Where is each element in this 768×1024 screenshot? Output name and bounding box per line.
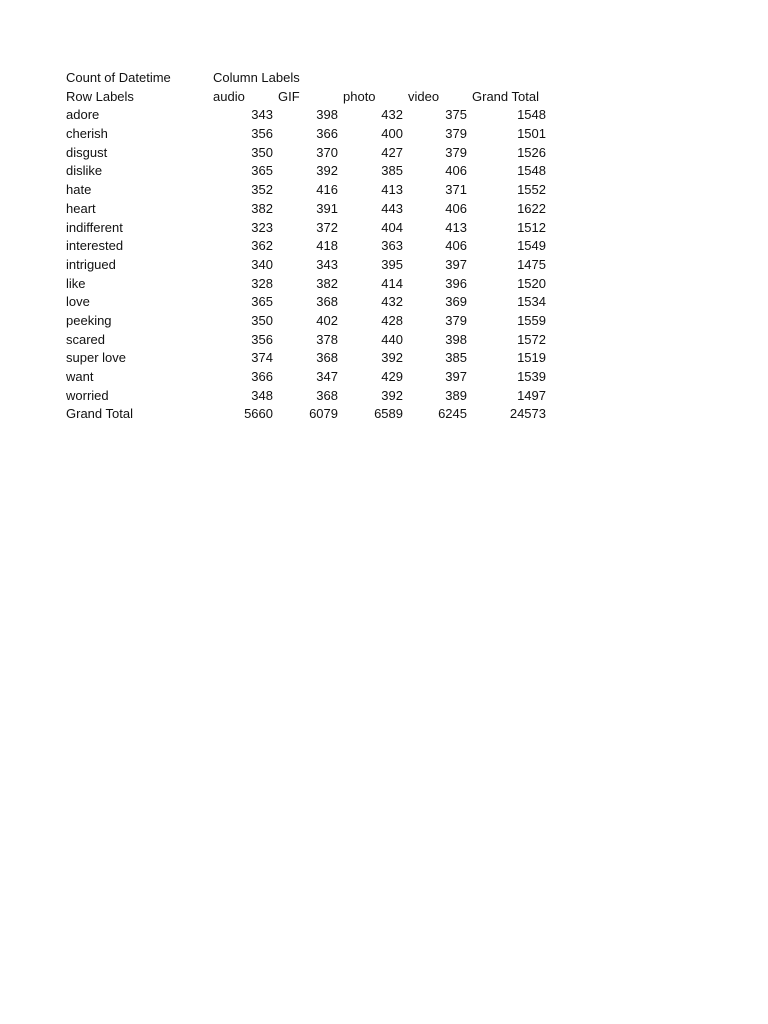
row-labels-caption: Row Labels: [66, 88, 134, 104]
cell-gif: 378: [316, 331, 338, 347]
cell-gif: 392: [316, 163, 338, 179]
cell-grand-total: 1501: [517, 126, 546, 142]
cell-gif: 370: [316, 144, 338, 160]
grand-total-audio: 5660: [244, 406, 273, 422]
cell-audio: 350: [251, 144, 273, 160]
cell-photo: 413: [381, 182, 403, 198]
grand-total-label: Grand Total: [66, 406, 133, 422]
cell-audio: 348: [251, 387, 273, 403]
row-label: interested: [66, 238, 124, 254]
row-label: cherish: [66, 126, 108, 142]
cell-grand-total: 1475: [517, 256, 546, 272]
grand-total-total: 24573: [509, 406, 546, 422]
table-row: [66, 219, 556, 238]
column-header-gif: GIF: [278, 88, 300, 104]
cell-video: 389: [445, 387, 467, 403]
cell-audio: 356: [251, 331, 273, 347]
cell-grand-total: 1526: [517, 144, 546, 160]
cell-audio: 323: [251, 219, 273, 235]
column-header-grand-total: Grand Total: [472, 88, 539, 104]
cell-grand-total: 1552: [517, 182, 546, 198]
table-row: [66, 387, 556, 406]
cell-grand-total: 1548: [517, 107, 546, 123]
cell-audio: 350: [251, 312, 273, 328]
row-label: worried: [66, 387, 109, 403]
cell-gif: 368: [316, 350, 338, 366]
column-header-photo: photo: [343, 88, 376, 104]
cell-audio: 366: [251, 369, 273, 384]
cell-gif: 418: [316, 238, 338, 254]
cell-video: 397: [445, 256, 467, 272]
cell-video: 413: [445, 219, 467, 235]
cell-grand-total: 1559: [517, 312, 546, 328]
cell-video: 375: [445, 107, 467, 123]
cell-photo: 400: [381, 126, 403, 142]
cell-gif: 382: [316, 275, 338, 291]
cell-video: 397: [445, 369, 467, 384]
grand-total-row: [66, 405, 556, 424]
table-row: [66, 144, 556, 163]
cell-photo: 429: [381, 369, 403, 384]
row-label: peeking: [66, 312, 112, 328]
row-label: intrigued: [66, 256, 116, 272]
cell-photo: 443: [381, 200, 403, 216]
table-row: [66, 368, 556, 387]
pivot-header-row: [66, 88, 556, 107]
table-row: [66, 200, 556, 219]
cell-gif: 343: [316, 256, 338, 272]
cell-video: 398: [445, 331, 467, 347]
cell-gif: 402: [316, 312, 338, 328]
row-label: dislike: [66, 163, 103, 179]
cell-gif: 368: [316, 387, 338, 403]
cell-grand-total: 1539: [517, 369, 546, 384]
cell-audio: 328: [251, 275, 273, 291]
cell-photo: 432: [381, 107, 403, 123]
grand-total-video: 6245: [438, 406, 467, 422]
cell-photo: 440: [381, 331, 403, 347]
cell-photo: 432: [381, 294, 403, 310]
table-row: [66, 162, 556, 181]
column-header-video: video: [408, 88, 440, 104]
table-row: [66, 181, 556, 200]
cell-gif: 398: [316, 107, 338, 123]
pivot-body: [66, 106, 556, 405]
cell-photo: 392: [381, 350, 403, 366]
cell-grand-total: 1549: [517, 238, 546, 254]
row-label: super love: [66, 350, 126, 366]
cell-grand-total: 1512: [517, 219, 546, 235]
table-row: [66, 256, 556, 275]
cell-audio: 362: [251, 238, 273, 254]
cell-photo: 385: [381, 163, 403, 179]
cell-audio: 382: [251, 200, 273, 216]
column-header-audio: audio: [213, 88, 245, 104]
cell-audio: 365: [251, 163, 273, 179]
cell-photo: 392: [381, 387, 403, 403]
cell-grand-total: 1519: [517, 350, 546, 366]
cell-video: 369: [445, 294, 467, 310]
cell-video: 385: [445, 350, 467, 366]
table-row: [66, 293, 556, 312]
row-label: indifferent: [66, 219, 123, 235]
cell-video: 371: [445, 182, 467, 198]
row-label: love: [66, 294, 90, 310]
table-row: [66, 275, 556, 294]
cell-photo: 428: [381, 312, 403, 328]
cell-grand-total: 1497: [517, 387, 546, 403]
table-row: [66, 312, 556, 331]
cell-audio: 340: [251, 256, 273, 272]
cell-gif: 372: [316, 219, 338, 235]
cell-photo: 395: [381, 256, 403, 272]
cell-video: 406: [445, 238, 467, 254]
pivot-caption-row: [66, 69, 556, 88]
cell-grand-total: 1534: [517, 294, 546, 310]
corner-label: Count of Datetime: [66, 70, 171, 85]
cell-grand-total: 1622: [517, 200, 546, 216]
cell-gif: 366: [316, 126, 338, 142]
cell-photo: 404: [381, 219, 403, 235]
row-label: hate: [66, 182, 92, 198]
cell-video: 396: [445, 275, 467, 291]
cell-video: 379: [445, 312, 467, 328]
table-row: [66, 106, 556, 125]
cell-photo: 363: [381, 238, 403, 254]
cell-gif: 347: [316, 369, 338, 384]
table-row: [66, 349, 556, 368]
pivot-table: [66, 69, 556, 424]
row-label: scared: [66, 331, 106, 347]
grand-total-gif: 6079: [309, 406, 338, 422]
cell-photo: 414: [381, 275, 403, 291]
row-label: adore: [66, 107, 100, 123]
cell-grand-total: 1520: [517, 275, 546, 291]
table-row: [66, 125, 556, 144]
cell-gif: 416: [316, 182, 338, 198]
cell-video: 406: [445, 163, 467, 179]
table-row: [66, 237, 556, 256]
row-label: heart: [66, 200, 96, 216]
row-label: disgust: [66, 144, 108, 160]
cell-video: 379: [445, 126, 467, 142]
cell-audio: 374: [251, 350, 273, 366]
cell-video: 406: [445, 200, 467, 216]
table-row: [66, 331, 556, 350]
cell-video: 379: [445, 144, 467, 160]
grand-total-photo: 6589: [374, 406, 403, 422]
cell-gif: 368: [316, 294, 338, 310]
cell-audio: 365: [251, 294, 273, 310]
cell-photo: 427: [381, 144, 403, 160]
cell-audio: 356: [251, 126, 273, 142]
column-labels-caption: Column Labels: [213, 70, 300, 85]
cell-audio: 352: [251, 182, 273, 198]
cell-grand-total: 1572: [517, 331, 546, 347]
row-label: want: [66, 369, 94, 384]
cell-gif: 391: [316, 200, 338, 216]
cell-audio: 343: [251, 107, 273, 123]
cell-grand-total: 1548: [517, 163, 546, 179]
row-label: like: [66, 275, 86, 291]
